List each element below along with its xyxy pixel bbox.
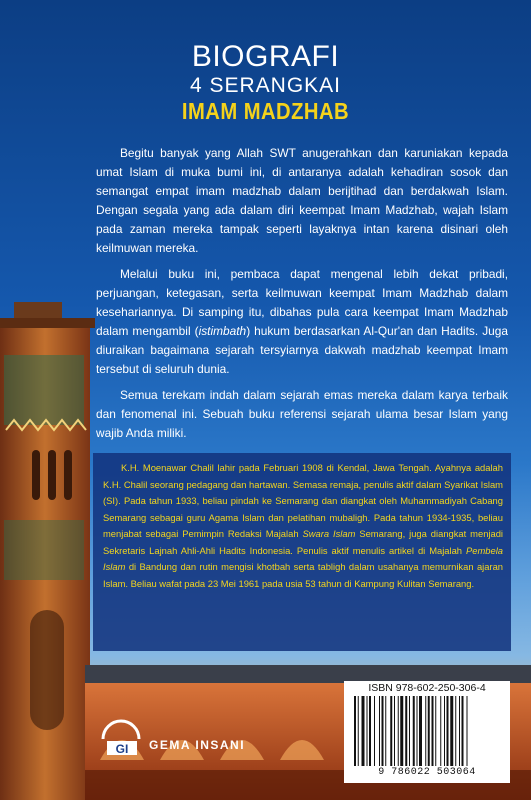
barcode-bar bbox=[455, 696, 456, 766]
barcode-bar bbox=[428, 696, 430, 766]
synopsis-paragraph-3: Semua terekam indah dalam sejarah emas mereka dalam karya terbaik dan fenomenal ini. Sebuah buku referensi sejarah ulama besar Islam yang wajib Anda miliki. bbox=[96, 388, 508, 440]
bio-text-2: Semarang, juga diangkat menjadi Sekretaris Lajnah Ahli-Ahli Hadits Indonesia. Penulis aktif menulis artikel di Majalah bbox=[103, 528, 504, 556]
barcode-icon bbox=[352, 696, 502, 766]
barcode-bar bbox=[409, 696, 410, 766]
barcode-bar bbox=[467, 696, 468, 766]
isbn-label: ISBN 978-602-250-306-4 bbox=[368, 682, 486, 694]
barcode-bar bbox=[374, 696, 375, 766]
author-bio-box bbox=[93, 453, 511, 651]
barcode-bar bbox=[390, 696, 392, 766]
barcode-bar bbox=[354, 696, 356, 766]
publisher-name: GEMA INSANI bbox=[149, 738, 246, 752]
synopsis-p2-text-a: Melalui buku ini, pembaca dapat mengenal lebih dekat pribadi, perjuangan, ketegasan, serta keilmuwan keempat Imam Madzhab dalam kesehariannya. Di samping itu, dibahas pula cara keempat Imam Madzhab dalam mengambil ( bbox=[96, 267, 508, 338]
barcode-bar bbox=[417, 696, 418, 766]
barcode-bar bbox=[379, 696, 380, 766]
bio-text-3: di Bandung dan rutin mengisi khotbah serta tabligh dalam usahanya memurnikan ajaran Islam. Beliau wafat pada 23 Mei 1961 pada usia 53 tahun di Kampung Kulitan Semarang. bbox=[103, 561, 503, 589]
barcode-bar bbox=[435, 696, 436, 766]
barcode-bar bbox=[413, 696, 415, 766]
logo-mark: GI bbox=[115, 742, 129, 756]
barcode-bar bbox=[405, 696, 407, 766]
barcode-bar bbox=[400, 696, 403, 766]
synopsis-paragraph-2 bbox=[96, 265, 508, 379]
isbn-barcode-block bbox=[344, 681, 510, 783]
barcode-bar bbox=[385, 696, 386, 766]
barcode-bar bbox=[362, 696, 365, 766]
ean-digits: 9 786022 503064 bbox=[378, 767, 476, 778]
barcode-bar bbox=[440, 696, 441, 766]
synopsis bbox=[96, 144, 508, 450]
bio-text-1: K.H. Moenawar Chalil lahir pada Februari 1908 di Kendal, Jawa Tengah. Ayahnya adalah K.H. Chalil seorang pedagang dan hartawan. Semasa remaja, penulis aktif dalam Syarikat Islam (SI). Pada tahun 1933, beliau pindah ke Semarang dan diangkat oleh Muhammadiyah Cabang Semarang sebagai guru Agama Islam dan pelatihan mubaligh. Pada tahun 1934-1935, beliau menjabat sebagai Pemimpin Redaksi Majalah bbox=[103, 462, 503, 539]
barcode-bar bbox=[462, 696, 464, 766]
title-biografi: BIOGRAFI bbox=[191, 40, 340, 73]
bio-italic-2: Pembela Islam bbox=[103, 544, 503, 572]
synopsis-p2-text-b: ) hukum berdasarkan Al-Qur'an dan Hadits. Juga diuraikan bagaimana sejarah tersyiarnya dakwah madzhab keempat Imam tersebut di seluruh dunia. bbox=[96, 324, 508, 376]
barcode-bar bbox=[394, 696, 395, 766]
minaret bbox=[0, 302, 95, 800]
synopsis-paragraph-1: Begitu banyak yang Allah SWT anugerahkan dan karuniakan kepada umat Islam di muka bumi ini, di antaranya adalah kehadiran sosok dan semangat empat imam madzhab dalam berijtihad dan berdakwah Islam. Dengan segala yang ada dalam diri keempat Imam Madzhab, wajah Islam pada zaman mereka tampak seperti layaknya intan karena disinari oleh keilmuwan mereka. bbox=[96, 146, 508, 255]
synopsis-p2-italic: istimbath bbox=[198, 324, 247, 338]
title-imam-madzhab: IMAM MADZHAB bbox=[181, 98, 350, 124]
barcode-bar bbox=[369, 696, 371, 766]
barcode-bar bbox=[367, 696, 368, 766]
barcode-bar bbox=[382, 696, 384, 766]
barcode-bar bbox=[432, 696, 434, 766]
barcode-bar bbox=[444, 696, 445, 766]
barcode-bar bbox=[425, 696, 426, 766]
author-bio-text bbox=[103, 460, 503, 592]
barcode-bar bbox=[459, 696, 460, 766]
barcode-bar bbox=[398, 696, 399, 766]
barcode-bar bbox=[447, 696, 449, 766]
title-4-serangkai: 4 SERANGKAI bbox=[189, 74, 342, 97]
gema-insani-logo-icon bbox=[99, 717, 145, 761]
barcode-bar bbox=[450, 696, 453, 766]
bio-italic-1: Swara Islam bbox=[302, 528, 356, 539]
barcode-bar bbox=[358, 696, 359, 766]
barcode-bar bbox=[419, 696, 422, 766]
